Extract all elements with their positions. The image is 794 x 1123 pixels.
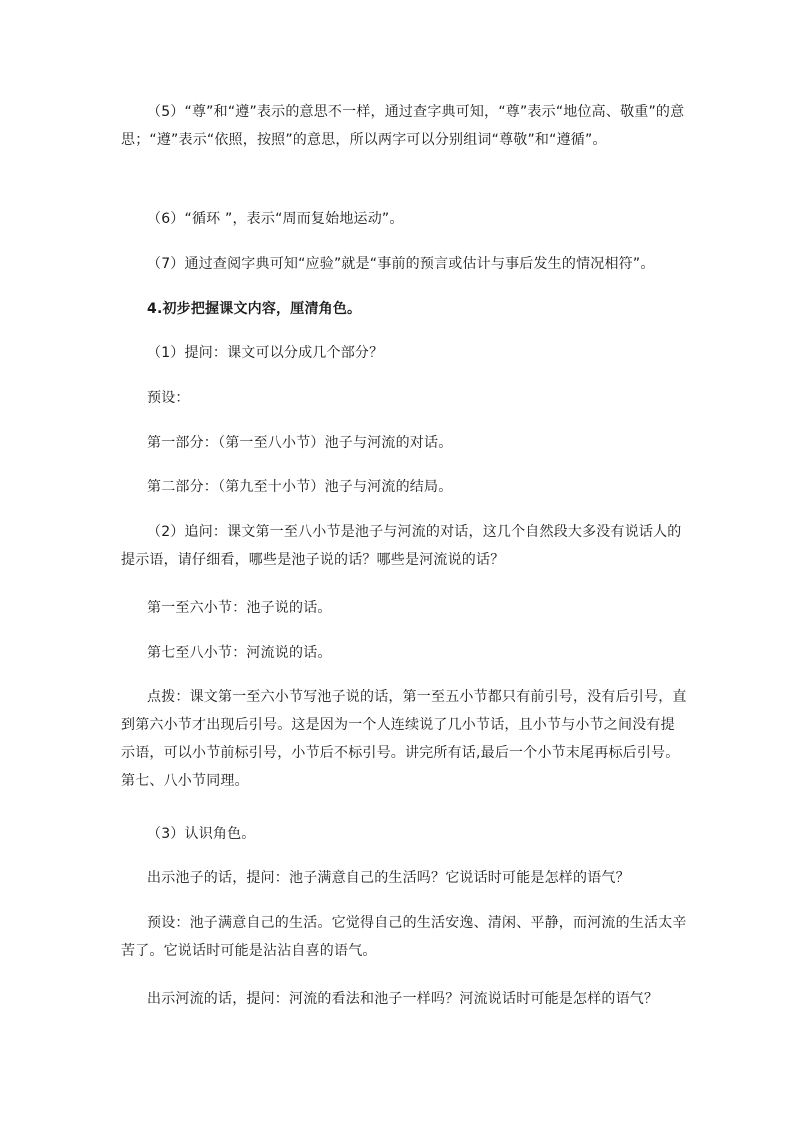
answer-2b: 第七至八小节：河流说的话。 — [147, 645, 332, 661]
section-heading-4: 4.初步把握课文内容，厘清角色。 — [147, 301, 362, 317]
paragraph-item-7: （7）通过查阅字典可知“应验”就是“事前的预言或估计与事后发生的情况相符”。 — [147, 256, 655, 272]
guidance-note: 点拨：课文第一至六小节写池子说的话，第一至五小节都只有前引号，没有后引号，直到第六小节才出现后引号。这是因为一个人连续说了几小节话，且小节与小节之间没有提示语，可以小节前标引号，小节后不标引号。讲完所有话,最后一个小节末尾再标后引号。第七、八小节同理。 — [121, 689, 687, 789]
answer-2a: 第一至六小节：池子说的话。 — [147, 600, 332, 616]
question-3: （3）认识角色。 — [147, 826, 256, 842]
part-one: 第一部分：（第一至八小节）池子与河流的对话。 — [147, 435, 453, 451]
paragraph-item-5: （5）“尊”和“遵”表示的意思不一样，通过查字典可知，“尊”表示“地位高、敬重”的意思；“遵”表示“依照，按照”的意思，所以两字可以分别组词“尊敬”和“遵循”。 — [121, 104, 685, 148]
show-pond-words: 出示池子的话，提问：池子满意自己的生活吗？它说话时可能是怎样的语气？ — [147, 870, 630, 886]
part-two: 第二部分：（第九至十小节）池子与河流的结局。 — [147, 479, 453, 495]
preset-answer-pond: 预设：池子满意自己的生活。它觉得自己的生活安逸、清闲、平静，而河流的生活太辛苦了。它说话时可能是沾沾自喜的语气。 — [121, 915, 687, 959]
question-2: （2）追问：课文第一至八小节是池子与河流的对话，这几个自然段大多没有说话人的提示语，请仔细看，哪些是池子说的话？哪些是河流说的话？ — [121, 524, 682, 568]
show-river-words: 出示河流的话，提问：河流的看法和池子一样吗？河流说话时可能是怎样的语气？ — [147, 991, 659, 1007]
question-1: （1）提问：课文可以分成几个部分？ — [147, 345, 384, 361]
preset-label: 预设： — [147, 390, 190, 406]
paragraph-item-6: （6）“循环 ”，表示“周而复始地运动”。 — [147, 211, 404, 227]
